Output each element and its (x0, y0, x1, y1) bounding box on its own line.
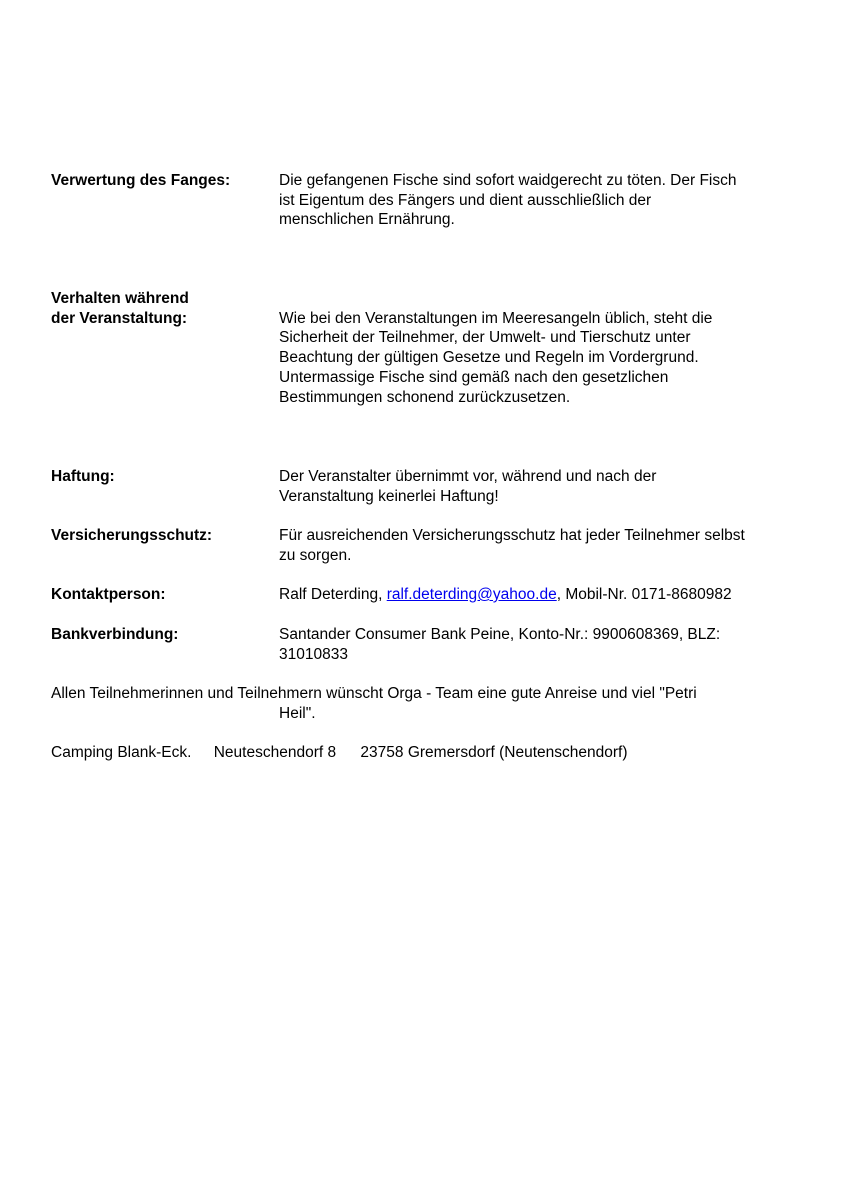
section-label: Bankverbindung: (51, 626, 179, 643)
section-text (279, 585, 811, 605)
text-line: Der Veranstalter übernimmt vor, während und nach der (279, 468, 657, 485)
text-line: 31010833 (279, 645, 348, 663)
text-line: ist Eigentum des Fängers und dient ausschließlich der (279, 191, 652, 209)
text-line: Die gefangenen Fische sind sofort waidgerecht zu töten. Der Fisch (279, 172, 737, 189)
contact-phone: , Mobil-Nr. 0171-8680982 (556, 586, 732, 603)
greeting (51, 684, 811, 723)
text-line: Veranstaltung keinerlei Haftung! (279, 487, 499, 505)
text-line: Sicherheit der Teilnehmer, der Umwelt- und Tierschutz unter (279, 329, 691, 347)
contact-name: Ralf Deterding, (279, 586, 387, 603)
section-text (279, 625, 811, 664)
section-label: Kontaktperson: (51, 586, 166, 603)
section-label: Verwertung des Fanges: (51, 172, 231, 189)
address-city: 23758 Gremersdorf (Neutenschendorf) (360, 744, 628, 761)
text-line: Für ausreichenden Versicherungsschutz hat jeder Teilnehmer selbst (279, 527, 745, 544)
text-line: Beachtung der gültigen Gesetze und Regeln im Vordergrund. (279, 349, 699, 367)
address-name: Camping Blank-Eck. (51, 744, 192, 761)
section-label (51, 289, 276, 328)
section-text (279, 526, 811, 565)
address (51, 743, 628, 763)
section-text (279, 309, 811, 408)
text-line: Wie bei den Veranstaltungen im Meeresangeln üblich, steht die (279, 309, 713, 327)
text-line: Untermassige Fische sind gemäß nach den gesetzlichen (279, 368, 669, 386)
greeting-line: Heil". (279, 704, 316, 722)
text-line: menschlichen Ernährung. (279, 211, 455, 229)
section-label: Haftung: (51, 468, 115, 485)
text-line: Santander Consumer Bank Peine, Konto-Nr.: 9900608369, BLZ: (279, 626, 721, 643)
address-street: Neuteschendorf 8 (213, 744, 337, 761)
greeting-line: Allen Teilnehmerinnen und Teilnehmern wünscht Orga - Team eine gute Anreise und viel "Petri (51, 685, 697, 702)
section-text (279, 467, 811, 506)
text-line: Bestimmungen schonend zurückzusetzen. (279, 388, 571, 406)
section-text (279, 171, 811, 230)
text-line: zu sorgen. (279, 546, 352, 564)
section-label: Versicherungsschutz: (51, 527, 213, 544)
label-line: der Veranstaltung: (51, 309, 188, 327)
email-link[interactable]: ralf.deterding@yahoo.de (386, 586, 557, 603)
contact-line (279, 585, 811, 605)
label-line: Verhalten während (51, 290, 189, 307)
